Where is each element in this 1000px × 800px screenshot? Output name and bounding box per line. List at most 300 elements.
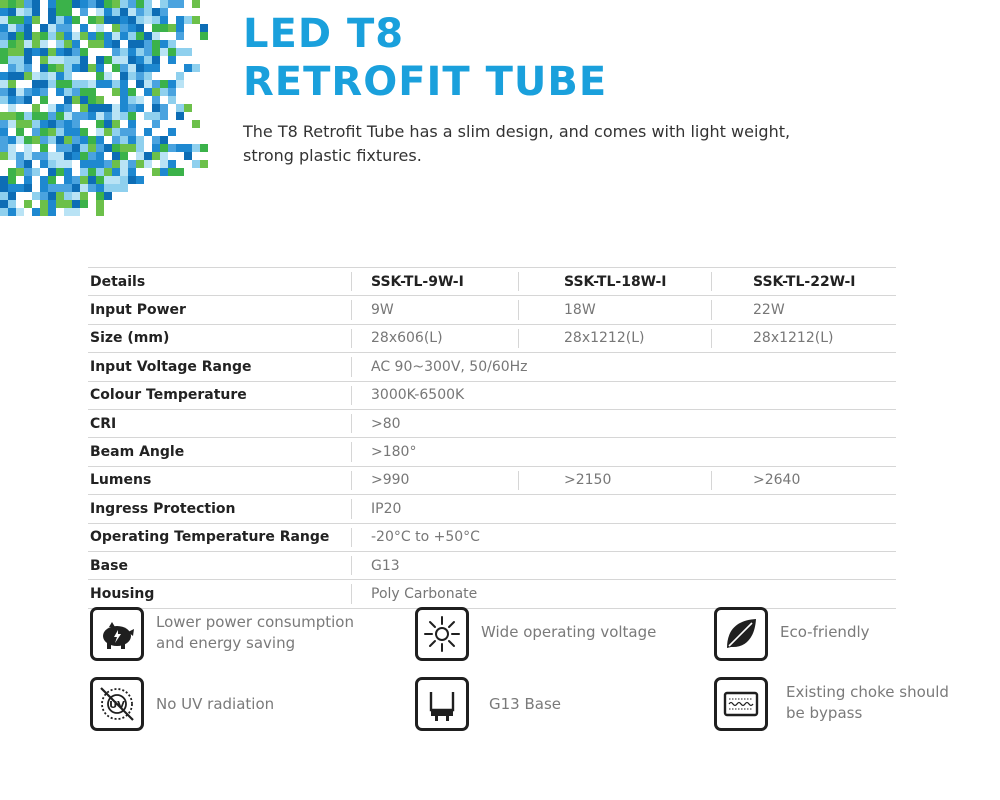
mosaic-tile xyxy=(0,8,8,16)
mosaic-tile xyxy=(168,40,176,48)
mosaic-tile xyxy=(160,96,168,104)
mosaic-tile xyxy=(48,48,56,56)
mosaic-tile xyxy=(96,168,104,176)
mosaic-tile xyxy=(8,64,16,72)
mosaic-tile xyxy=(200,32,208,40)
spec-value: 3000K-6500K xyxy=(371,387,465,404)
mosaic-tile xyxy=(104,176,112,184)
mosaic-tile xyxy=(32,192,40,200)
mosaic-tile xyxy=(120,24,128,32)
mosaic-tile xyxy=(144,16,152,24)
mosaic-tile xyxy=(56,80,64,88)
product-title-line2: RETROFIT TUBE xyxy=(243,59,608,105)
mosaic-tile xyxy=(32,144,40,152)
mosaic-tile xyxy=(128,40,136,48)
mosaic-tile xyxy=(152,8,160,16)
mosaic-tile xyxy=(184,16,192,24)
mosaic-tile xyxy=(128,120,136,128)
mosaic-tile xyxy=(144,8,152,16)
mosaic-tile xyxy=(24,88,32,96)
leaf-icon xyxy=(714,607,768,661)
mosaic-tile xyxy=(160,8,168,16)
mosaic-tile xyxy=(104,168,112,176)
mosaic-tile xyxy=(48,200,56,208)
mosaic-tile xyxy=(80,0,88,8)
mosaic-tile xyxy=(96,64,104,72)
mosaic-tile xyxy=(120,96,128,104)
mosaic-tile xyxy=(16,8,24,16)
mosaic-tile xyxy=(64,120,72,128)
mosaic-tile xyxy=(112,168,120,176)
mosaic-tile xyxy=(96,200,104,208)
mosaic-tile xyxy=(8,184,16,192)
mosaic-tile xyxy=(32,208,40,216)
mosaic-tile xyxy=(120,144,128,152)
mosaic-tile xyxy=(64,40,72,48)
mosaic-tile xyxy=(48,0,56,8)
mosaic-tile xyxy=(168,88,176,96)
mosaic-tile xyxy=(64,144,72,152)
mosaic-tile xyxy=(168,24,176,32)
mosaic-tile xyxy=(176,112,184,120)
mosaic-tile xyxy=(136,24,144,32)
mosaic-tile xyxy=(40,136,48,144)
mosaic-tile xyxy=(16,152,24,160)
mosaic-tile xyxy=(56,32,64,40)
product-title-line1: LED T8 xyxy=(243,11,405,57)
mosaic-tile xyxy=(48,136,56,144)
mosaic-tile xyxy=(112,16,120,24)
mosaic-tile xyxy=(8,56,16,64)
mosaic-tile xyxy=(120,40,128,48)
mosaic-tile xyxy=(112,176,120,184)
mosaic-tile xyxy=(96,24,104,32)
mosaic-tile xyxy=(40,96,48,104)
mosaic-tile xyxy=(152,144,160,152)
mosaic-tile xyxy=(168,160,176,168)
mosaic-tile xyxy=(48,16,56,24)
mosaic-tile xyxy=(16,160,24,168)
mosaic-tile xyxy=(0,200,8,208)
mosaic-tile xyxy=(48,24,56,32)
mosaic-tile xyxy=(88,160,96,168)
mosaic-tile xyxy=(32,16,40,24)
mosaic-tile xyxy=(48,160,56,168)
mosaic-tile xyxy=(80,104,88,112)
mosaic-tile xyxy=(192,64,200,72)
mosaic-tile xyxy=(104,128,112,136)
pixel-mosaic-graphic xyxy=(0,0,240,220)
mosaic-tile xyxy=(136,64,144,72)
mosaic-tile xyxy=(80,88,88,96)
mosaic-tile xyxy=(112,104,120,112)
mosaic-tile xyxy=(64,200,72,208)
mosaic-tile xyxy=(96,192,104,200)
mosaic-tile xyxy=(32,152,40,160)
mosaic-tile xyxy=(104,184,112,192)
mosaic-tile xyxy=(40,0,48,8)
mosaic-tile xyxy=(152,112,160,120)
feature-text-line1: No UV radiation xyxy=(156,695,275,713)
mosaic-tile xyxy=(88,120,96,128)
mosaic-tile xyxy=(136,176,144,184)
mosaic-tile xyxy=(56,72,64,80)
mosaic-tile xyxy=(72,104,80,112)
mosaic-tile xyxy=(8,16,16,24)
mosaic-tile xyxy=(72,56,80,64)
mosaic-tile xyxy=(32,32,40,40)
mosaic-tile xyxy=(168,128,176,136)
spec-row-cri xyxy=(88,409,896,437)
mosaic-tile xyxy=(160,136,168,144)
mosaic-tile xyxy=(96,144,104,152)
mosaic-tile xyxy=(40,64,48,72)
mosaic-tile xyxy=(120,176,128,184)
spec-value: Poly Carbonate xyxy=(371,585,478,602)
mosaic-tile xyxy=(32,0,40,8)
mosaic-tile xyxy=(104,56,112,64)
mosaic-tile xyxy=(48,144,56,152)
mosaic-tile xyxy=(128,112,136,120)
spec-value: >80 xyxy=(371,415,401,432)
mosaic-tile xyxy=(80,72,88,80)
mosaic-tile xyxy=(96,16,104,24)
mosaic-tile xyxy=(64,192,72,200)
mosaic-tile xyxy=(192,144,200,152)
mosaic-tile xyxy=(88,112,96,120)
mosaic-tile xyxy=(8,0,16,8)
mosaic-tile xyxy=(104,80,112,88)
spec-row-input-voltage-range xyxy=(88,352,896,380)
mosaic-tile xyxy=(24,176,32,184)
mosaic-tile xyxy=(56,0,64,8)
mosaic-tile xyxy=(64,56,72,64)
mosaic-tile xyxy=(136,128,144,136)
mosaic-tile xyxy=(56,64,64,72)
mosaic-tile xyxy=(128,80,136,88)
mosaic-tile xyxy=(120,128,128,136)
mosaic-tile xyxy=(40,88,48,96)
mosaic-tile xyxy=(72,112,80,120)
mosaic-tile xyxy=(72,96,80,104)
mosaic-tile xyxy=(16,184,24,192)
mosaic-tile xyxy=(176,32,184,40)
feature-text-line1: Eco-friendly xyxy=(780,623,870,641)
mosaic-tile xyxy=(120,0,128,8)
mosaic-tile xyxy=(24,8,32,16)
mosaic-tile xyxy=(48,72,56,80)
mosaic-tile xyxy=(96,208,104,216)
mosaic-tile xyxy=(128,48,136,56)
mosaic-tile xyxy=(160,144,168,152)
mosaic-tile xyxy=(96,160,104,168)
mosaic-tile xyxy=(96,96,104,104)
spec-value: 28x1212(L) xyxy=(564,330,645,347)
mosaic-tile xyxy=(16,176,24,184)
mosaic-tile xyxy=(104,40,112,48)
mosaic-tile xyxy=(56,192,64,200)
mosaic-tile xyxy=(16,120,24,128)
mosaic-tile xyxy=(136,40,144,48)
mosaic-tile xyxy=(88,16,96,24)
mosaic-tile xyxy=(40,72,48,80)
mosaic-tile xyxy=(24,152,32,160)
mosaic-tile xyxy=(152,168,160,176)
mosaic-tile xyxy=(136,48,144,56)
mosaic-tile xyxy=(128,72,136,80)
feature-text-line2: and energy saving xyxy=(156,634,296,652)
mosaic-tile xyxy=(80,160,88,168)
mosaic-tile xyxy=(24,104,32,112)
mosaic-tile xyxy=(104,16,112,24)
mosaic-tile xyxy=(48,208,56,216)
mosaic-tile xyxy=(128,104,136,112)
mosaic-tile xyxy=(184,152,192,160)
mosaic-tile xyxy=(8,128,16,136)
mosaic-tile xyxy=(16,32,24,40)
mosaic-tile xyxy=(48,56,56,64)
mosaic-tile xyxy=(32,136,40,144)
mosaic-tile xyxy=(104,112,112,120)
mosaic-tile xyxy=(112,48,120,56)
mosaic-tile xyxy=(16,136,24,144)
mosaic-tile xyxy=(40,168,48,176)
mosaic-tile xyxy=(48,80,56,88)
mosaic-tile xyxy=(40,128,48,136)
mosaic-tile xyxy=(64,160,72,168)
mosaic-tile xyxy=(40,176,48,184)
mosaic-tile xyxy=(128,176,136,184)
mosaic-tile xyxy=(8,72,16,80)
mosaic-tile xyxy=(24,184,32,192)
mosaic-tile xyxy=(32,72,40,80)
mosaic-tile xyxy=(0,184,8,192)
mosaic-tile xyxy=(40,40,48,48)
mosaic-tile xyxy=(112,32,120,40)
mosaic-tile xyxy=(8,104,16,112)
mosaic-tile xyxy=(96,8,104,16)
mosaic-tile xyxy=(80,200,88,208)
mosaic-tile xyxy=(152,16,160,24)
mosaic-tile xyxy=(56,96,64,104)
mosaic-tile xyxy=(152,96,160,104)
mosaic-tile xyxy=(40,200,48,208)
mosaic-tile xyxy=(144,104,152,112)
no-uv-icon xyxy=(90,677,144,731)
mosaic-tile xyxy=(8,32,16,40)
mosaic-tile xyxy=(72,176,80,184)
mosaic-tile xyxy=(0,0,8,8)
mosaic-tile xyxy=(80,176,88,184)
g13-base-icon xyxy=(415,677,469,731)
mosaic-tile xyxy=(72,40,80,48)
mosaic-tile xyxy=(176,128,184,136)
mosaic-tile xyxy=(64,128,72,136)
mosaic-tile xyxy=(120,72,128,80)
mosaic-tile xyxy=(72,72,80,80)
mosaic-tile xyxy=(32,128,40,136)
mosaic-tile xyxy=(96,32,104,40)
mosaic-tile xyxy=(56,48,64,56)
mosaic-tile xyxy=(56,88,64,96)
spec-row-lumens xyxy=(88,466,896,494)
spec-table xyxy=(88,267,896,609)
mosaic-tile xyxy=(144,40,152,48)
spec-label: Housing xyxy=(90,585,155,602)
mosaic-tile xyxy=(24,112,32,120)
mosaic-tile xyxy=(144,80,152,88)
spec-row-size xyxy=(88,324,896,352)
spec-label: Size (mm) xyxy=(90,330,170,347)
mosaic-tile xyxy=(80,152,88,160)
mosaic-tile xyxy=(160,128,168,136)
mosaic-tile xyxy=(48,168,56,176)
mosaic-tile xyxy=(144,72,152,80)
mosaic-tile xyxy=(24,40,32,48)
mosaic-tile xyxy=(152,88,160,96)
mosaic-tile xyxy=(112,128,120,136)
mosaic-tile xyxy=(88,64,96,72)
mosaic-tile xyxy=(56,8,64,16)
mosaic-tile xyxy=(88,144,96,152)
mosaic-tile xyxy=(136,88,144,96)
mosaic-tile xyxy=(24,200,32,208)
spec-row-housing xyxy=(88,579,896,608)
mosaic-tile xyxy=(72,160,80,168)
description-line2: strong plastic fixtures. xyxy=(243,146,422,165)
mosaic-tile xyxy=(104,32,112,40)
mosaic-tile xyxy=(88,88,96,96)
mosaic-tile xyxy=(152,24,160,32)
mosaic-tile xyxy=(56,152,64,160)
mosaic-tile xyxy=(160,88,168,96)
mosaic-tile xyxy=(136,72,144,80)
mosaic-tile xyxy=(184,144,192,152)
mosaic-tile xyxy=(168,96,176,104)
mosaic-tile xyxy=(168,144,176,152)
mosaic-tile xyxy=(40,208,48,216)
mosaic-tile xyxy=(32,120,40,128)
mosaic-tile xyxy=(72,208,80,216)
mosaic-tile xyxy=(72,88,80,96)
mosaic-tile xyxy=(128,88,136,96)
bulb-rays-icon xyxy=(415,607,469,661)
mosaic-tile xyxy=(64,16,72,24)
mosaic-tile xyxy=(96,80,104,88)
mosaic-tile xyxy=(16,24,24,32)
mosaic-tile xyxy=(24,136,32,144)
mosaic-tile xyxy=(56,16,64,24)
mosaic-tile xyxy=(0,208,8,216)
mosaic-tile xyxy=(88,0,96,8)
mosaic-tile xyxy=(40,32,48,40)
mosaic-tile xyxy=(40,56,48,64)
mosaic-tile xyxy=(48,128,56,136)
mosaic-tile xyxy=(72,144,80,152)
mosaic-tile xyxy=(160,0,168,8)
mosaic-tile xyxy=(96,88,104,96)
mosaic-tile xyxy=(144,32,152,40)
mosaic-tile xyxy=(56,144,64,152)
feature-text-line1: Existing choke should xyxy=(786,683,949,701)
mosaic-tile xyxy=(136,152,144,160)
mosaic-tile xyxy=(80,128,88,136)
mosaic-tile xyxy=(112,8,120,16)
spec-row-operating-temperature xyxy=(88,523,896,551)
mosaic-tile xyxy=(40,160,48,168)
mosaic-tile xyxy=(88,48,96,56)
mosaic-tile xyxy=(136,160,144,168)
spec-value: G13 xyxy=(371,557,400,574)
mosaic-tile xyxy=(144,128,152,136)
mosaic-tile xyxy=(96,176,104,184)
mosaic-tile xyxy=(72,8,80,16)
mosaic-tile xyxy=(120,64,128,72)
mosaic-tile xyxy=(96,184,104,192)
mosaic-tile xyxy=(120,80,128,88)
mosaic-tile xyxy=(80,64,88,72)
mosaic-tile xyxy=(80,16,88,24)
spec-row-base xyxy=(88,551,896,579)
spec-value: 18W xyxy=(564,302,596,319)
mosaic-tile xyxy=(152,48,160,56)
mosaic-tile xyxy=(176,72,184,80)
spec-header-model-9w: SSK-TL-9W-I xyxy=(371,273,464,290)
mosaic-tile xyxy=(0,176,8,184)
mosaic-tile xyxy=(80,144,88,152)
spec-value: 9W xyxy=(371,302,394,319)
mosaic-tile xyxy=(160,160,168,168)
mosaic-tile xyxy=(136,0,144,8)
mosaic-tile xyxy=(8,112,16,120)
mosaic-tile xyxy=(0,24,8,32)
mosaic-tile xyxy=(104,48,112,56)
mosaic-tile xyxy=(136,8,144,16)
mosaic-tile xyxy=(48,152,56,160)
mosaic-tile xyxy=(104,24,112,32)
mosaic-tile xyxy=(64,184,72,192)
mosaic-tile xyxy=(40,120,48,128)
mosaic-tile xyxy=(192,136,200,144)
mosaic-tile xyxy=(192,120,200,128)
mosaic-tile xyxy=(136,32,144,40)
mosaic-tile xyxy=(72,32,80,40)
mosaic-tile xyxy=(120,16,128,24)
mosaic-tile xyxy=(168,48,176,56)
mosaic-tile xyxy=(80,56,88,64)
mosaic-tile xyxy=(144,112,152,120)
mosaic-tile xyxy=(64,88,72,96)
mosaic-tile xyxy=(0,112,8,120)
feature-text-line1: G13 Base xyxy=(489,695,562,713)
mosaic-tile xyxy=(136,144,144,152)
mosaic-tile xyxy=(0,32,8,40)
mosaic-tile xyxy=(96,72,104,80)
mosaic-tile xyxy=(112,24,120,32)
mosaic-tile xyxy=(8,80,16,88)
mosaic-tile xyxy=(72,152,80,160)
mosaic-tile xyxy=(184,96,192,104)
mosaic-tile xyxy=(32,160,40,168)
mosaic-tile xyxy=(56,120,64,128)
mosaic-tile xyxy=(104,104,112,112)
mosaic-tile xyxy=(120,136,128,144)
mosaic-tile xyxy=(128,56,136,64)
mosaic-tile xyxy=(64,112,72,120)
mosaic-tile xyxy=(64,96,72,104)
mosaic-tile xyxy=(152,72,160,80)
mosaic-tile xyxy=(72,136,80,144)
